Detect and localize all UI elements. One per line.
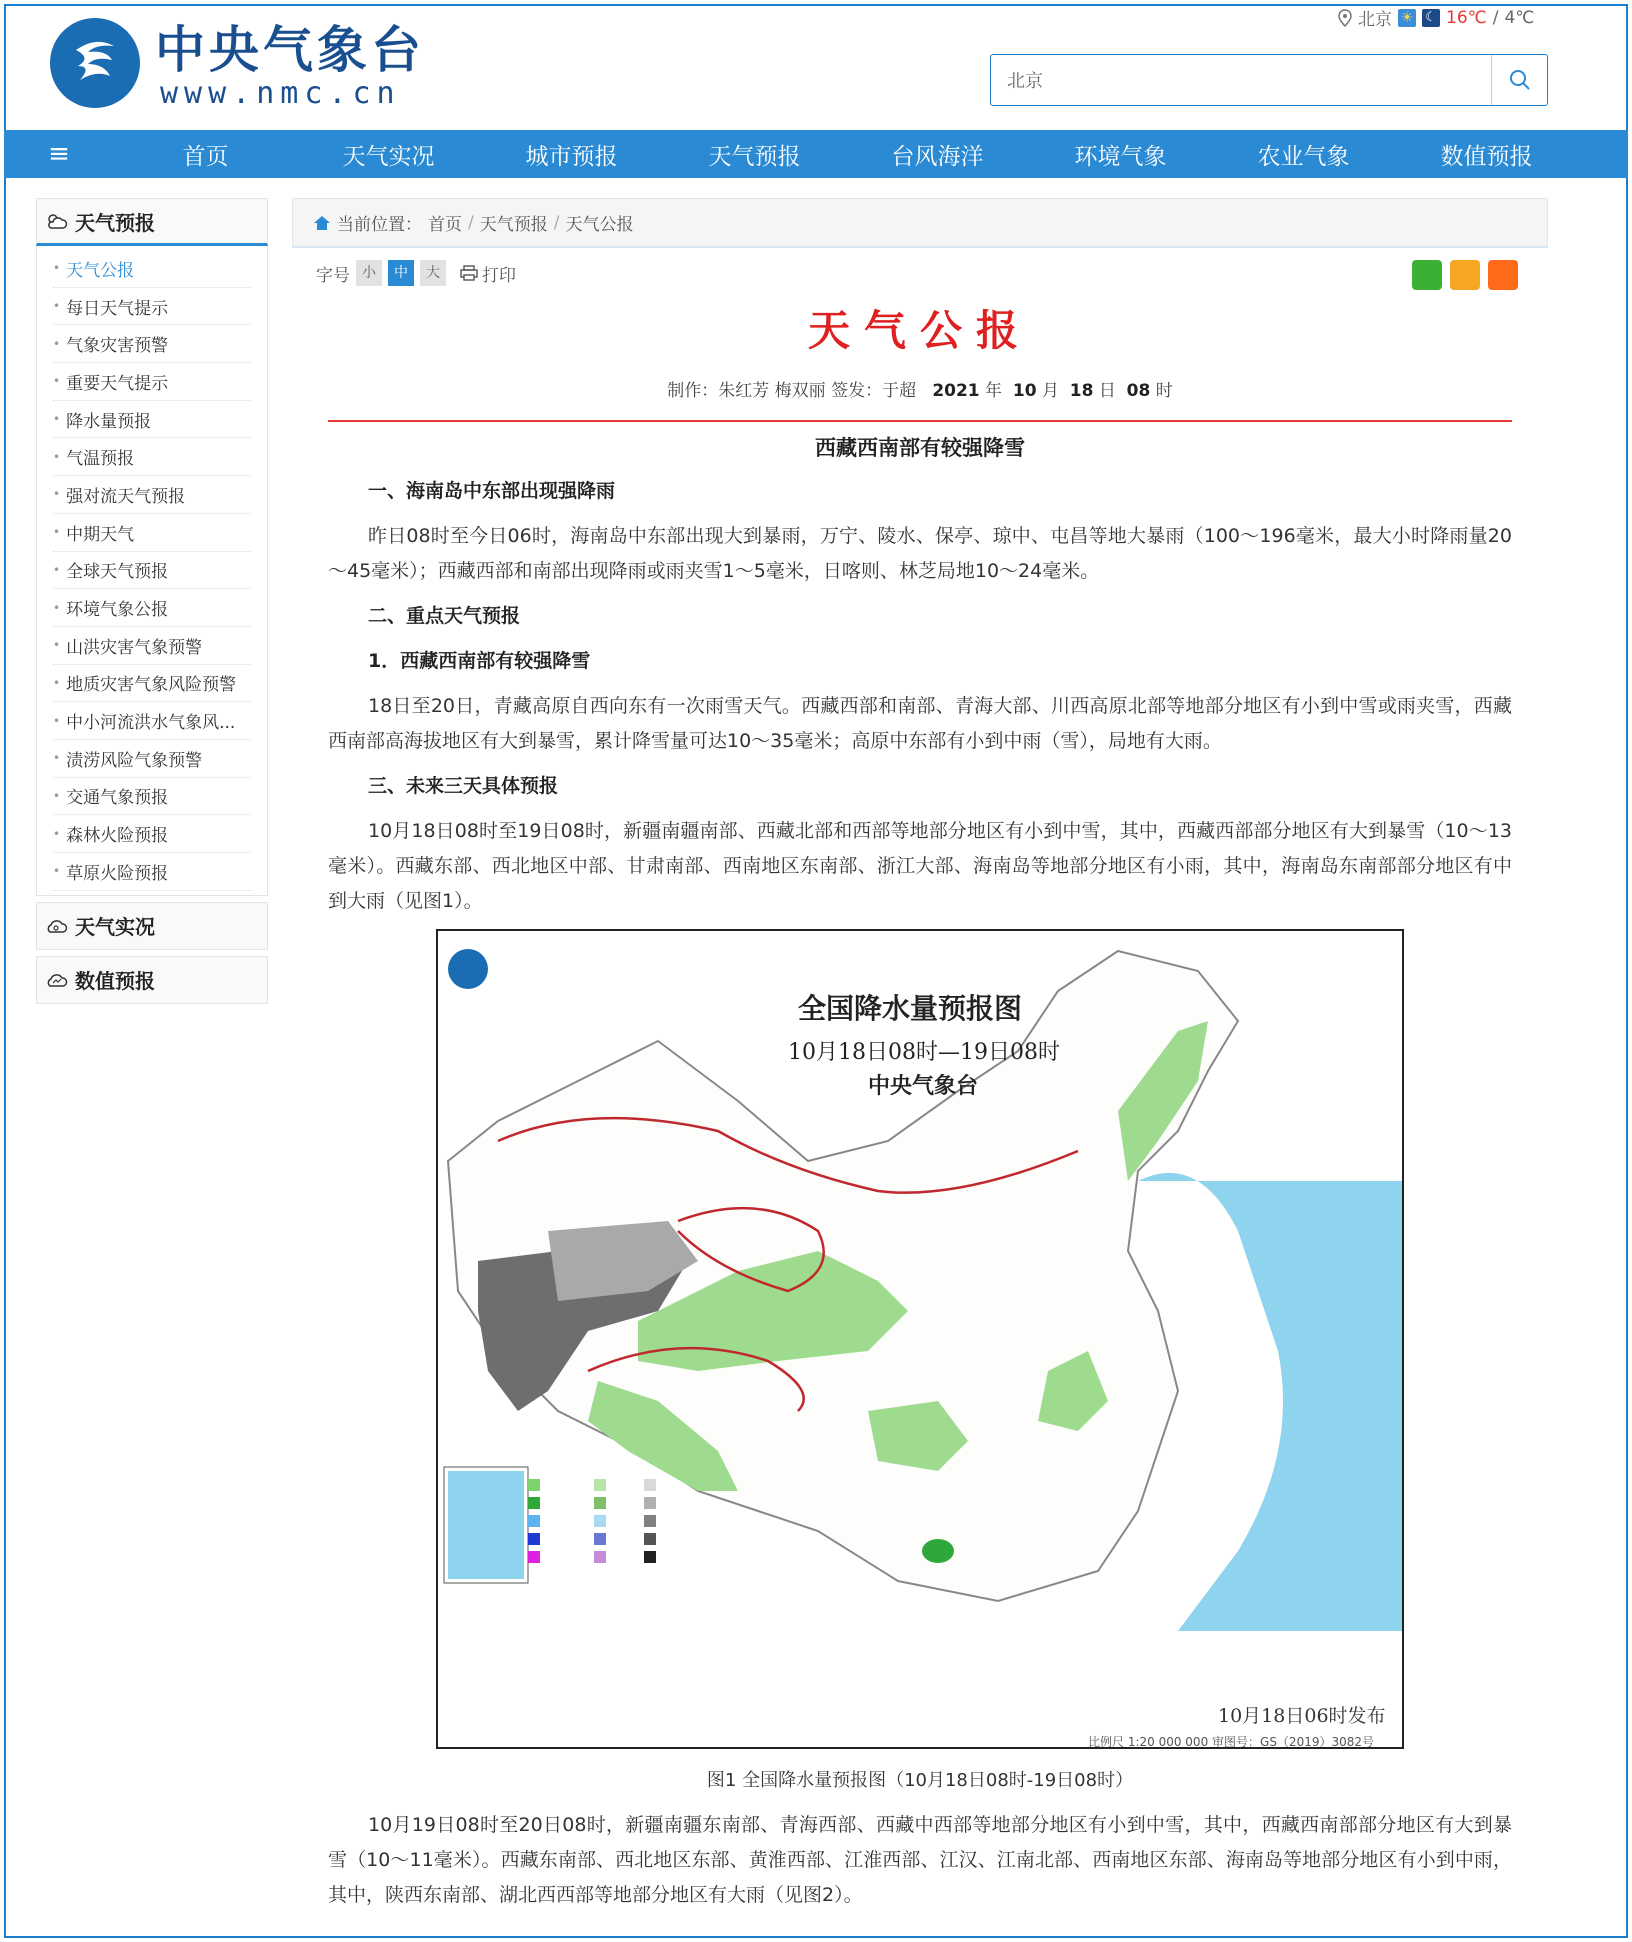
figure-org: 中央气象台	[868, 1073, 979, 1099]
paragraph: 10月19日08时至20日08时，新疆南疆东南部、青海西部、西藏中西部等地部分地区有小到中雪，其中，西藏西南部部分地区有大到暴雪（10～11毫米）。西藏东南部、西北地区东部、黄淮西部、江淮西部、江汉、江南北部、西南地区东部、海南岛等地部分地区有小到中雨，其中，陕西东南部、湖北西西部等地部分地区有大雨（见图2）。	[328, 1814, 1512, 1906]
main-content	[292, 198, 1548, 1938]
sidebar-item[interactable]: • 草原火险预报	[53, 853, 251, 891]
sidebar-item[interactable]: • 交通气象预报	[53, 778, 251, 816]
sidebar-item[interactable]: • 中期天气	[53, 514, 251, 552]
sidebar-item[interactable]: • 全球天气预报	[53, 552, 251, 590]
temp-separator: /	[1492, 7, 1499, 28]
paragraph: 18日至20日，青藏高原自西向东有一次雨雪天气。西藏西部和南部、青海大部、川西高原北部等地部分地区有小到中雪或雨夹雪，西藏西南部高海拔地区有大到暴雪，累计降雪量可达10～35毫米；高原中东部有小到中雨（雪），局地有大雨。	[328, 695, 1512, 752]
figure-issued: 10月18日06时发布	[1218, 1705, 1386, 1727]
section-heading: 二、重点天气预报	[368, 605, 521, 627]
menu-icon[interactable]: ≡	[48, 139, 70, 169]
cloud-icon	[45, 916, 69, 936]
font-small-button[interactable]: 小	[356, 260, 382, 286]
breadcrumb-label: 当前位置：	[337, 215, 422, 235]
moon-icon: ☾	[1422, 9, 1440, 27]
print-label: 打印	[482, 265, 516, 286]
meta-authors: 制作：朱红芳 梅双丽 签发：于超	[667, 381, 917, 401]
breadcrumb-sep: /	[553, 212, 560, 233]
paragraph: 10月18日08时至19日08时，新疆南疆南部、西藏北部和西部等地部分地区有小到中雪，其中，西藏西部部分地区有大到暴雪（10～13毫米）。西藏东部、西北地区中部、甘肃南部、西南地区东南部、浙江大部、海南岛等地部分地区有小雨，其中，海南岛东南部部分地区有中到大雨（见图1）。	[328, 820, 1512, 912]
logo-url: www.nmc.cn	[160, 76, 401, 111]
sidebar-item[interactable]: • 环境气象公报	[53, 589, 251, 627]
meta-hour-unit: 时	[1155, 381, 1173, 401]
sidebar-section-observation[interactable]	[36, 902, 268, 950]
figure-caption: 图1 全国降水量预报图（10月18日08时-19日08时）	[706, 1770, 1134, 1791]
sidebar-item[interactable]: • 渍涝风险气象预警	[53, 740, 251, 778]
search-icon	[1509, 69, 1531, 91]
sidebar-item[interactable]: • 降水量预报	[53, 401, 251, 439]
article-tools	[316, 260, 516, 286]
sidebar-section-label: 天气实况	[75, 915, 155, 940]
sidebar-item[interactable]: • 气温预报	[53, 438, 251, 476]
breadcrumb-sep: /	[468, 212, 474, 233]
meta-hour: 08	[1126, 381, 1151, 401]
section-heading: 三、未来三天具体预报	[368, 775, 559, 797]
sidebar-item[interactable]: • 气象灾害预警	[53, 325, 251, 363]
sidebar-item[interactable]: • 地质灾害气象风险预警	[53, 665, 251, 703]
breadcrumb-current: 天气公报	[565, 215, 634, 235]
sidebar-title: 天气预报	[75, 210, 155, 235]
main-nav	[4, 130, 1628, 178]
article-title: 天气公报	[807, 306, 1032, 355]
nav-item-city-forecast[interactable]: 城市预报	[525, 143, 618, 170]
sidebar-item[interactable]: • 每日天气提示	[53, 288, 251, 326]
sidebar-item[interactable]: • 中小河流洪水气象风...	[53, 702, 251, 740]
figure-subtitle: 10月18日08时—19日08时	[788, 1040, 1060, 1065]
sidebar-section-numerical[interactable]	[36, 956, 268, 1004]
figure-scale: 比例尺 1:20 000 000 审图号：GS（2019）3082号	[1088, 1735, 1375, 1749]
nav-item-home[interactable]: 首页	[182, 143, 229, 170]
print-button[interactable]	[460, 261, 516, 286]
font-size-label: 字号	[316, 265, 350, 286]
temp-high: 16℃	[1446, 7, 1487, 28]
search-input[interactable]	[991, 55, 1491, 105]
article-subtitle: 西藏西南部有较强降雪	[815, 436, 1025, 460]
temp-low: 4℃	[1504, 7, 1535, 28]
sidebar-header[interactable]	[36, 198, 268, 246]
meta-year-unit: 年	[985, 381, 1003, 401]
share-more-icon[interactable]	[1488, 260, 1518, 290]
wechat-icon[interactable]	[1412, 260, 1442, 290]
sidebar-section-label: 数值预报	[75, 969, 155, 994]
meta-month-unit: 月	[1041, 381, 1059, 401]
breadcrumb-home[interactable]: 首页	[428, 215, 462, 235]
font-large-button[interactable]: 大	[420, 260, 446, 286]
sidebar-item[interactable]: • 森林火险预报	[53, 815, 251, 853]
nav-item-agriculture[interactable]: 农业气象	[1257, 143, 1350, 170]
sidebar-item[interactable]: • 强对流天气预报	[53, 476, 251, 514]
sun-icon: ☀	[1398, 9, 1416, 27]
meta-month: 10	[1012, 381, 1037, 401]
search-box	[990, 54, 1548, 106]
nav-item-environment[interactable]: 环境气象	[1074, 143, 1167, 170]
printer-icon	[460, 265, 478, 281]
home-icon	[313, 215, 331, 231]
section-subheading: 1．西藏西南部有较强降雪	[368, 650, 591, 672]
article-body	[328, 468, 1512, 1923]
nav-item-weather-forecast[interactable]: 天气预报	[708, 143, 801, 170]
sidebar-item[interactable]: • 山洪灾害气象预警	[53, 627, 251, 665]
logo-title: 中央气象台	[155, 21, 425, 79]
logo-icon[interactable]	[50, 18, 140, 108]
sidebar-list	[36, 246, 268, 896]
font-medium-button[interactable]: 中	[388, 260, 414, 286]
paragraph: 昨日08时至今日06时，海南岛中东部出现大到暴雨，万宁、陵水、保亭、琼中、屯昌等地大暴雨（100～196毫米，最大小时降雨量20～45毫米）；西藏西部和南部出现降雨或雨夹雪1～5毫米，日喀则、林芝局地10～24毫米。	[328, 525, 1512, 582]
nav-item-observation[interactable]: 天气实况	[342, 143, 435, 170]
meta-day-unit: 日	[1098, 381, 1116, 401]
sidebar	[36, 198, 268, 1004]
location-pin-icon	[1338, 9, 1352, 27]
breadcrumb	[292, 198, 1548, 248]
nav-item-numerical[interactable]: 数值预报	[1440, 143, 1533, 170]
breadcrumb-forecast[interactable]: 天气预报	[479, 215, 548, 235]
cloud-chart-icon	[45, 970, 69, 990]
city-name[interactable]: 北京	[1358, 10, 1392, 30]
article-meta	[292, 376, 1548, 401]
title-divider	[328, 420, 1512, 422]
search-button[interactable]	[1491, 55, 1547, 105]
precipitation-map-figure[interactable]	[436, 929, 1404, 1749]
cloud-sun-icon	[45, 211, 69, 231]
weibo-icon[interactable]	[1450, 260, 1480, 290]
nav-item-typhoon[interactable]: 台风海洋	[891, 143, 984, 170]
section-heading: 一、海南岛中东部出现强降雨	[368, 480, 616, 502]
share-bar	[1412, 260, 1518, 290]
top-weather-info	[1338, 5, 1534, 30]
logo-swirl-icon	[66, 36, 124, 90]
meta-year: 2021	[932, 381, 980, 401]
figure-title: 全国降水量预报图	[798, 992, 1023, 1025]
sidebar-item[interactable]: • 重要天气提示	[53, 363, 251, 401]
sidebar-item-bulletin[interactable]: • 天气公报	[53, 250, 251, 288]
meta-day: 18	[1069, 381, 1094, 401]
